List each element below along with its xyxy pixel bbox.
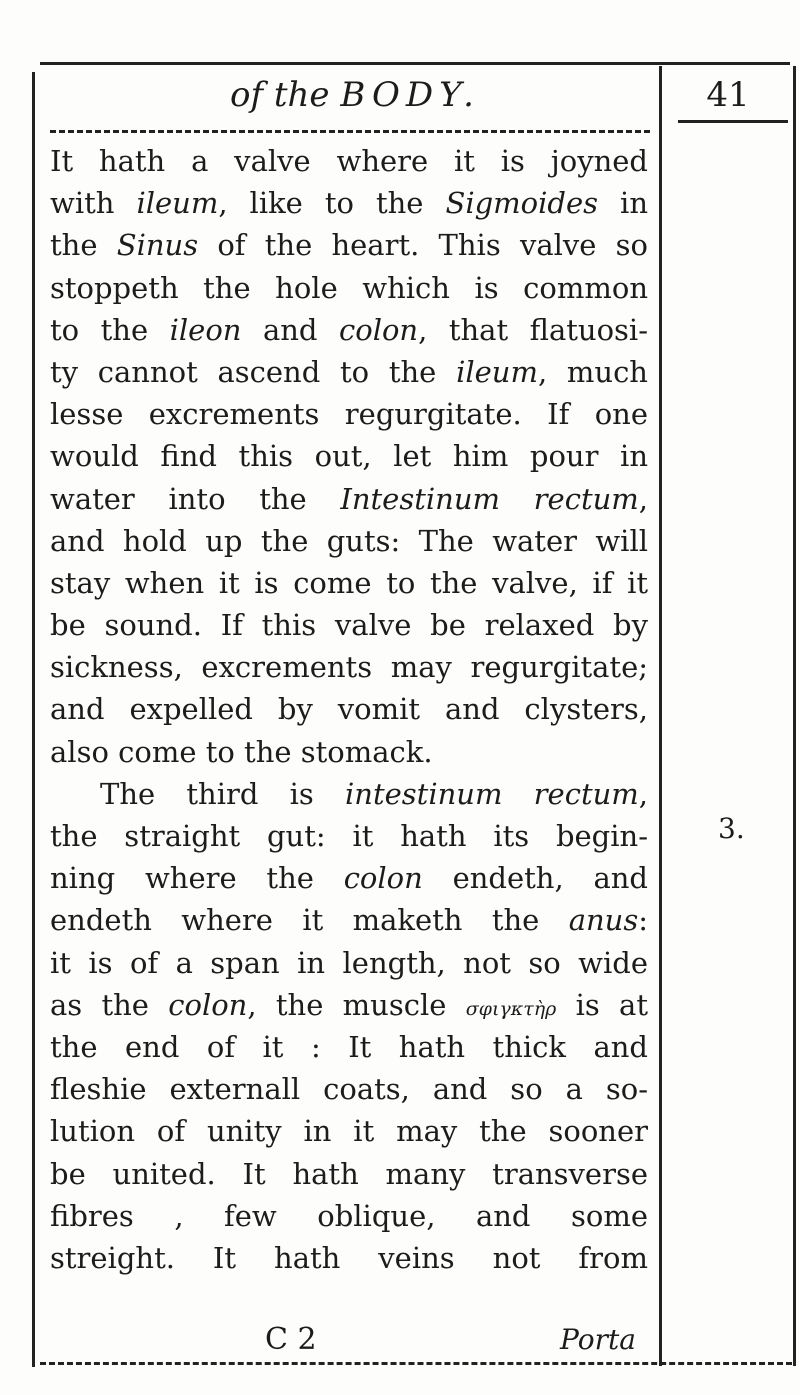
italic-term: colon <box>339 312 419 347</box>
text-line <box>50 604 648 646</box>
catchword: Porta <box>560 1323 636 1356</box>
head-underline-right <box>678 120 788 123</box>
text-segment: and expelled by vomit and clysters, <box>50 692 648 727</box>
page-number: 41 <box>706 75 750 115</box>
text-line <box>50 646 648 688</box>
text-line <box>50 984 648 1026</box>
text-segment: , <box>638 481 648 516</box>
italic-term: colon <box>168 987 248 1022</box>
left-border-rule <box>32 72 35 1367</box>
text-segment: also come to the stomack. <box>50 734 433 769</box>
signature-mark: C 2 <box>265 1322 317 1357</box>
margin-note: 3. <box>718 812 745 845</box>
italic-term: Sigmoides <box>445 186 599 221</box>
text-line <box>50 773 648 815</box>
text-line <box>50 688 648 730</box>
text-segment: ty cannot ascend to the <box>50 354 457 389</box>
text-segment: fleshie externall coats, and so a so- <box>50 1072 648 1107</box>
text-segment: to the <box>50 312 170 347</box>
text-segment: endeth where it maketh the <box>50 903 569 938</box>
right-border-rule <box>793 66 796 1366</box>
text-segment: , that flatuosi- <box>418 312 648 347</box>
text-line <box>50 1110 648 1152</box>
text-segment: stay when it is come to the valve, if it <box>50 565 648 600</box>
italic-term: anus <box>568 903 639 938</box>
italic-term: ileum <box>456 354 538 389</box>
text-line <box>50 731 648 773</box>
text-line <box>50 1153 648 1195</box>
text-line <box>50 267 648 309</box>
text-segment: fibres , few oblique, and some <box>50 1198 648 1233</box>
running-head <box>60 70 650 120</box>
text-segment: the <box>50 228 117 263</box>
text-segment: , the muscle <box>247 987 466 1022</box>
text-segment: be sound. If this valve be relaxed by <box>50 608 648 643</box>
text-segment: It hath a valve where it is joyned <box>50 144 648 178</box>
text-line <box>50 562 648 604</box>
text-line <box>50 1237 648 1279</box>
text-line <box>50 1026 648 1068</box>
text-segment: would find this out, let him pour in <box>50 439 648 474</box>
text-line <box>50 435 648 477</box>
text-segment: in <box>598 186 648 221</box>
text-line <box>50 478 648 520</box>
text-segment: be united. It hath many transverse <box>50 1156 648 1191</box>
text-segment: and hold up the guts: The water will <box>50 523 648 558</box>
text-line <box>50 899 648 941</box>
text-line <box>50 224 648 266</box>
column-divider-rule <box>659 66 662 1366</box>
text-segment: endeth, and <box>422 861 648 896</box>
text-segment: stoppeth the hole which is common <box>50 270 648 305</box>
text-segment: ning where the <box>50 861 344 896</box>
text-segment: : <box>638 903 648 938</box>
running-head-prefix: of the <box>230 75 330 115</box>
text-segment: the straight gut: it hath its begin- <box>50 819 648 853</box>
text-line <box>50 309 648 351</box>
italic-term: ileon <box>169 312 242 347</box>
text-line <box>50 140 648 182</box>
text-segment: of the heart. This valve so <box>198 228 648 263</box>
text-line <box>50 1195 648 1237</box>
bottom-rule <box>40 1362 792 1365</box>
running-head-title: BODY. <box>340 75 480 115</box>
text-segment: as the <box>50 987 169 1022</box>
italic-term: Intestinum rectum <box>340 481 639 516</box>
text-segment: streight. It hath veins not from <box>50 1240 648 1275</box>
top-rule <box>40 62 790 65</box>
text-segment: The third is <box>100 776 346 811</box>
italic-term: intestinum rectum <box>345 776 639 811</box>
text-segment: , like to the <box>218 186 446 221</box>
greek-term: σφιγκτὴρ <box>465 997 557 1020</box>
text-segment: is at <box>556 987 648 1022</box>
italic-term: ileum <box>136 186 219 221</box>
text-segment: it is of a span in length, not so wide <box>50 945 648 980</box>
text-segment: lution of unity in it may the sooner <box>50 1114 648 1149</box>
text-line <box>50 1068 648 1110</box>
text-line <box>50 182 648 224</box>
italic-term: Sinus <box>116 228 199 263</box>
text-line <box>50 520 648 562</box>
text-segment: the end of it : It hath thick and <box>50 1029 648 1064</box>
text-line <box>50 857 648 899</box>
body-text <box>50 140 648 1279</box>
text-segment: sickness, excrements may regurgitate; <box>50 650 648 685</box>
text-segment: water into the <box>50 481 341 516</box>
italic-term: colon <box>343 861 423 896</box>
text-segment: with <box>50 186 137 221</box>
text-line <box>50 942 648 984</box>
text-segment: , <box>638 776 648 811</box>
text-line <box>50 815 648 857</box>
text-segment: , much <box>537 354 648 389</box>
text-line <box>50 393 648 435</box>
head-underline-left <box>50 130 650 133</box>
text-segment: lesse excrements regurgitate. If one <box>50 397 648 432</box>
text-segment: and <box>241 312 339 347</box>
text-line <box>50 351 648 393</box>
